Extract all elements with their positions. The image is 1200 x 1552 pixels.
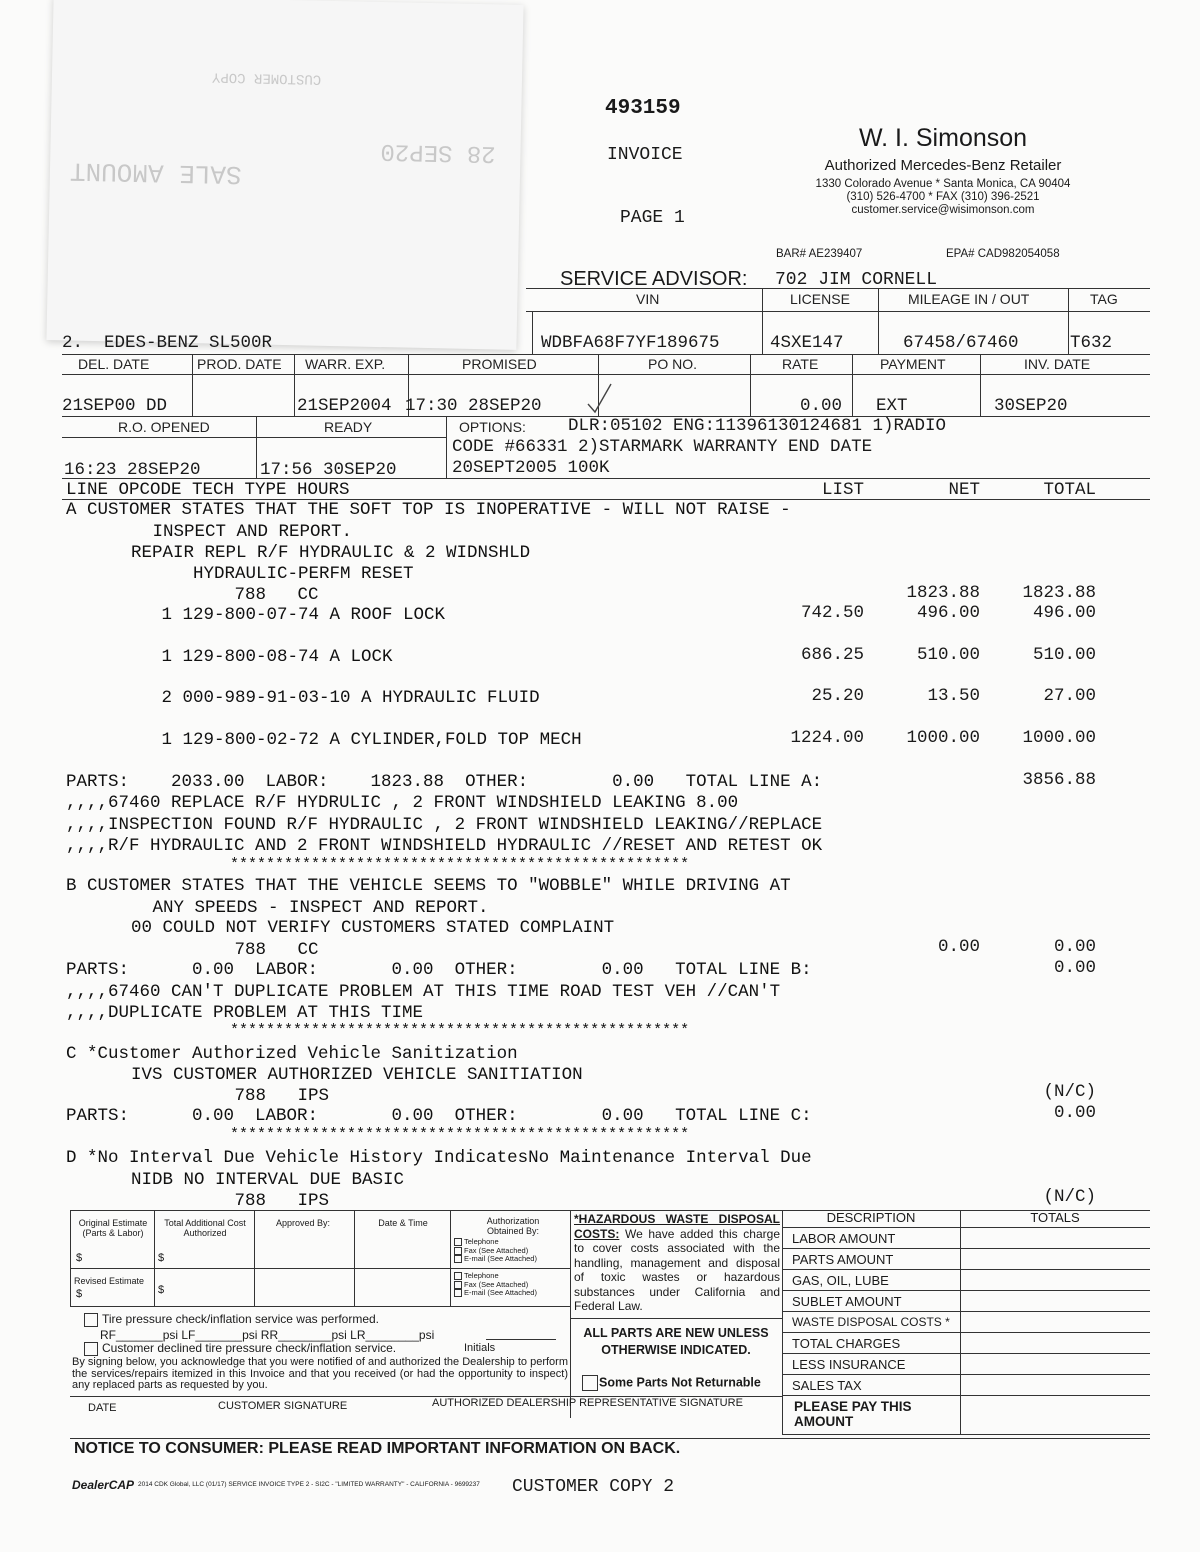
email-option: E-mail (See Attached) <box>464 1254 537 1263</box>
hazardous-waste-notice <box>574 1212 780 1314</box>
dealer-phone: (310) 526-4700 * FAX (310) 396-2521 <box>846 191 1040 203</box>
ro-opened-label: R.O. OPENED <box>118 419 210 435</box>
column-header-total: TOTAL <box>1043 480 1096 500</box>
revised-estimate-dollar: $ <box>76 1288 83 1300</box>
promised-label: PROMISED <box>462 356 537 372</box>
epa-number: EPA# CAD982054058 <box>946 248 1060 260</box>
line-b-note-2: ,,,,DUPLICATE PROBLEM AT THIS TIME <box>66 1003 424 1023</box>
tag-label: TAG <box>1090 291 1118 307</box>
bar-number: BAR# AE239407 <box>776 248 863 260</box>
line-a-labor-total: 1823.88 <box>1022 583 1096 603</box>
line-c-summary: PARTS: 0.00 LABOR: 0.00 OTHER: 0.00 TOTAL LINE C: <box>66 1106 812 1126</box>
line-d-description: D *No Interval Due Vehicle History IndicatesNo Maintenance Interval Due <box>66 1148 812 1168</box>
rate-value: 0.00 <box>800 396 843 416</box>
vin-label: VIN <box>636 291 660 307</box>
description-header: DESCRIPTION <box>826 1210 916 1225</box>
line-a-repair-cont: HYDRAULIC-PERFM RESET <box>130 564 414 584</box>
email-option: E-mail (See Attached) <box>464 1288 537 1297</box>
part-list: 25.20 <box>811 686 864 706</box>
totals-header: TOTALS <box>1030 1210 1080 1225</box>
please-pay-label: PLEASE PAY THIS AMOUNT <box>794 1399 912 1429</box>
dealer-address: 1330 Colorado Avenue * Santa Monica, CA 90404 <box>815 178 1071 190</box>
checkmark-icon <box>585 382 615 416</box>
telephone-option: Telephone <box>464 1271 499 1280</box>
part-net: 13.50 <box>927 686 980 706</box>
vehicle-model: 2. EDES-BENZ SL500R <box>62 333 273 353</box>
warr-exp-value: 21SEP2004 <box>297 396 392 416</box>
acknowledgement-text: By signing below, you acknowledge that you were notified of and authorized the Dealership to perform the services/repairs itemized in this Invoice and that you received (or had the opportunity to inspect) any replaced parts as requested by you. <box>72 1356 568 1391</box>
tire-check-checkbox[interactable] <box>84 1313 98 1327</box>
total-additional-label: Total Additional Cost Authorized <box>164 1218 246 1238</box>
customer-signature-label: CUSTOMER SIGNATURE <box>218 1400 348 1412</box>
rate-label: RATE <box>782 356 819 372</box>
part-total: 496.00 <box>1032 603 1096 623</box>
line-a-tech: 788 CC <box>140 585 319 605</box>
sublet-amount-label: SUBLET AMOUNT <box>792 1294 902 1309</box>
mileage-label: MILEAGE IN / OUT <box>908 291 1030 307</box>
telephone-option: Telephone <box>464 1237 499 1246</box>
payment-value: EXT <box>876 396 908 416</box>
part-description: 1 129-800-08-74 A LOCK <box>130 647 393 667</box>
line-b-summary: PARTS: 0.00 LABOR: 0.00 OTHER: 0.00 TOTAL LINE B: <box>66 960 812 980</box>
line-d-tech: 788 IPS <box>140 1191 330 1211</box>
date-signature-label: DATE <box>88 1402 117 1414</box>
del-date-value: 21SEP00 DD <box>62 396 168 416</box>
part-total: 1000.00 <box>1022 728 1096 748</box>
prod-date-label: PROD. DATE <box>197 356 282 372</box>
initials-label: Initials <box>464 1342 496 1354</box>
waste-disposal-label: WASTE DISPOSAL COSTS * <box>792 1315 950 1329</box>
line-a-summary-total: 3856.88 <box>1022 770 1096 790</box>
part-list: 686.25 <box>800 645 864 665</box>
part-net: 510.00 <box>916 645 980 665</box>
line-b-summary-total: 0.00 <box>1053 958 1096 978</box>
tire-check-row <box>84 1312 379 1327</box>
line-c-description: C *Customer Authorized Vehicle Sanitization <box>66 1044 518 1064</box>
mileage-value: 67458/67460 <box>903 333 1019 353</box>
part-description: 2 000-989-91-03-10 A HYDRAULIC FLUID <box>130 688 540 708</box>
options-line-1: DLR:05102 ENG:11396130124681 1)RADIO <box>568 416 947 436</box>
line-b-labor-total: 0.00 <box>1053 937 1096 957</box>
part-description: 1 129-800-02-72 A CYLINDER,FOLD TOP MECH <box>130 730 582 750</box>
column-header-net: NET <box>948 480 980 500</box>
tire-declined-label: Customer declined tire pressure check/inflation service. <box>102 1341 397 1355</box>
column-header-list: LIST <box>821 480 864 500</box>
revised-estimate-label: Revised Estimate <box>74 1276 145 1286</box>
authorization-options-2 <box>454 1272 537 1298</box>
line-a-repair: REPAIR REPL R/F HYDRAULIC & 2 WIDNSHLD <box>110 543 531 563</box>
hazardous-waste-text: We have added this charge to cover costs associated with the handling, management and disposal of toxic wastes or hazardous substances under California and Federal Law. <box>574 1226 780 1313</box>
options-line-3: 20SEPT2005 100K <box>452 458 610 478</box>
additional-cost-dollar: $ <box>158 1252 165 1264</box>
column-header-left: LINE OPCODE TECH TYPE HOURS <box>66 480 350 500</box>
inv-date-value: 30SEP20 <box>994 396 1068 416</box>
service-advisor-value: 702 JIM CORNELL <box>775 270 938 290</box>
tire-check-label: Tire pressure check/inflation service was performed. <box>102 1312 379 1326</box>
license-value: 4SXE147 <box>770 333 844 353</box>
labor-amount-label: LABOR AMOUNT <box>792 1231 896 1246</box>
part-description: 1 129-800-07-74 A ROOF LOCK <box>130 605 446 625</box>
po-label: PO NO. <box>648 356 698 372</box>
less-insurance-label: LESS INSURANCE <box>792 1357 906 1372</box>
service-advisor-label: SERVICE ADVISOR: <box>560 268 748 290</box>
line-b-labor-net: 0.00 <box>937 937 980 957</box>
warr-exp-label: WARR. EXP. <box>305 356 386 372</box>
line-b-cause: 00 COULD NOT VERIFY CUSTOMERS STATED COMPLAINT <box>110 918 615 938</box>
options-label: OPTIONS: <box>459 419 526 435</box>
tag-value: T632 <box>1070 333 1113 353</box>
line-d-no-charge: (N/C) <box>1043 1187 1096 1207</box>
dealer-email: customer.service@wisimonson.com <box>851 204 1035 216</box>
sales-tax-label: SALES TAX <box>792 1378 862 1393</box>
not-returnable-row <box>582 1375 761 1391</box>
vin-value: WDBFA68F7YF189675 <box>541 333 720 353</box>
fax-option: Fax (See Attached) <box>464 1279 529 1289</box>
total-charges-label: TOTAL CHARGES <box>792 1336 901 1351</box>
inv-date-label: INV. DATE <box>1024 356 1091 372</box>
ro-opened-value: 16:23 28SEP20 <box>64 460 201 480</box>
license-label: LICENSE <box>790 291 850 307</box>
ready-value: 17:56 30SEP20 <box>260 460 397 480</box>
parts-amount-label: PARTS AMOUNT <box>792 1252 894 1267</box>
line-c-summary-total: 0.00 <box>1053 1103 1096 1123</box>
line-a-summary: PARTS: 2033.00 LABOR: 1823.88 OTHER: 0.00 TOTAL LINE A: <box>66 772 823 792</box>
line-a-labor-net: 1823.88 <box>906 583 980 603</box>
receipt-text-customer-copy: CUSTOMER COPY <box>211 68 322 87</box>
dealer-name: W. I. Simonson <box>858 124 1028 152</box>
line-b-complaint-cont: ANY SPEEDS - INSPECT AND REPORT. <box>100 898 489 918</box>
promised-value: 17:30 28SEP20 <box>405 396 542 416</box>
line-a-note-2: ,,,,INSPECTION FOUND R/F HYDRAULIC , 2 FRONT WINDSHIELD LEAKING//REPLACE <box>66 815 823 835</box>
form-info: 2014 CDK Global, LLC (01/17) SERVICE INVOICE TYPE 2 - SI2C - "LIMITED WARRANTY" - CALIFORNIA - 9699237 <box>138 1481 480 1488</box>
invoice-number: 493159 <box>605 97 681 120</box>
line-b-note-1: ,,,,67460 CAN'T DUPLICATE PROBLEM AT THIS TIME ROAD TEST VEH //CAN'T <box>66 982 781 1002</box>
part-list: 1224.00 <box>790 728 864 748</box>
line-b-complaint: B CUSTOMER STATES THAT THE VEHICLE SEEMS TO "WOBBLE" WHILE DRIVING AT <box>66 876 791 896</box>
authorization-options-1 <box>454 1238 537 1264</box>
revised-additional-dollar: $ <box>158 1284 165 1296</box>
receipt-text-sale-amount: SALE AMOUNT <box>69 155 242 190</box>
line-c-separator: *************************************************** <box>140 1126 690 1143</box>
line-a-separator: *************************************************** <box>140 856 690 873</box>
not-returnable-checkbox[interactable] <box>582 1375 598 1391</box>
overlay-receipt <box>46 0 523 350</box>
part-total: 27.00 <box>1043 686 1096 706</box>
gas-oil-lube-label: GAS, OIL, LUBE <box>792 1273 889 1288</box>
notice-to-consumer: NOTICE TO CONSUMER: PLEASE READ IMPORTANT INFORMATION ON BACK. <box>74 1440 681 1457</box>
dealer-tagline: Authorized Mercedes-Benz Retailer <box>824 157 1062 174</box>
line-d-operation: NIDB NO INTERVAL DUE BASIC <box>110 1170 405 1190</box>
line-b-separator: *************************************************** <box>140 1022 690 1039</box>
dealercap-logo: DealerCAP <box>72 1478 135 1492</box>
line-c-no-charge: (N/C) <box>1043 1082 1096 1102</box>
parts-new-notice: ALL PARTS ARE NEW UNLESS OTHERWISE INDICATED. <box>583 1326 769 1357</box>
customer-copy-label: CUSTOMER COPY 2 <box>512 1477 675 1497</box>
tire-declined-checkbox[interactable] <box>84 1342 98 1356</box>
not-returnable-label: Some Parts Not Returnable <box>599 1375 761 1390</box>
part-total: 510.00 <box>1032 645 1096 665</box>
approved-by-label: Approved By: <box>275 1218 331 1228</box>
original-estimate-label: Original Estimate (Parts & Labor) <box>78 1218 148 1238</box>
receipt-text-date: 28 SEP20 <box>380 136 496 167</box>
options-line-2: CODE #66331 2)STARMARK WARRANTY END DATE <box>452 437 873 457</box>
line-c-operation: IVS CUSTOMER AUTHORIZED VEHICLE SANITIATION <box>110 1065 583 1085</box>
authorization-obtained-label: Authorization Obtained By: <box>486 1216 540 1236</box>
del-date-label: DEL. DATE <box>78 356 150 372</box>
part-net: 1000.00 <box>906 728 980 748</box>
line-a-note-1: ,,,,67460 REPLACE R/F HYDRULIC , 2 FRONT WINDSHIELD LEAKING 8.00 <box>66 793 739 813</box>
line-c-tech: 788 IPS <box>140 1086 330 1106</box>
part-net: 496.00 <box>916 603 980 623</box>
invoice-label: INVOICE <box>607 145 683 165</box>
original-estimate-dollar: $ <box>76 1252 83 1264</box>
fax-option: Fax (See Attached) <box>464 1245 529 1255</box>
part-list: 742.50 <box>800 603 864 623</box>
page-label: PAGE 1 <box>620 208 685 228</box>
line-a-complaint: A CUSTOMER STATES THAT THE SOFT TOP IS INOPERATIVE - WILL NOT RAISE - <box>66 500 791 520</box>
hazardous-waste-title: *HAZARDOUS WASTE DISPOSAL COSTS: <box>574 1212 780 1241</box>
tire-psi-fields: RF_______psi LF_______psi RR________psi LR________psi <box>100 1328 435 1342</box>
dealer-block <box>780 124 1106 217</box>
ready-label: READY <box>324 419 373 435</box>
date-time-label: Date & Time <box>378 1218 428 1228</box>
dealer-signature-label: AUTHORIZED DEALERSHIP REPRESENTATIVE SIGNATURE <box>432 1397 743 1409</box>
line-b-tech: 788 CC <box>140 940 319 960</box>
line-a-note-3: ,,,,R/F HYDRAULIC AND 2 FRONT WINDSHIELD HYDRAULIC //RESET AND RETEST OK <box>66 836 823 856</box>
payment-label: PAYMENT <box>880 356 946 372</box>
line-a-complaint-cont: INSPECT AND REPORT. <box>100 522 353 542</box>
tire-declined-row <box>84 1341 396 1356</box>
